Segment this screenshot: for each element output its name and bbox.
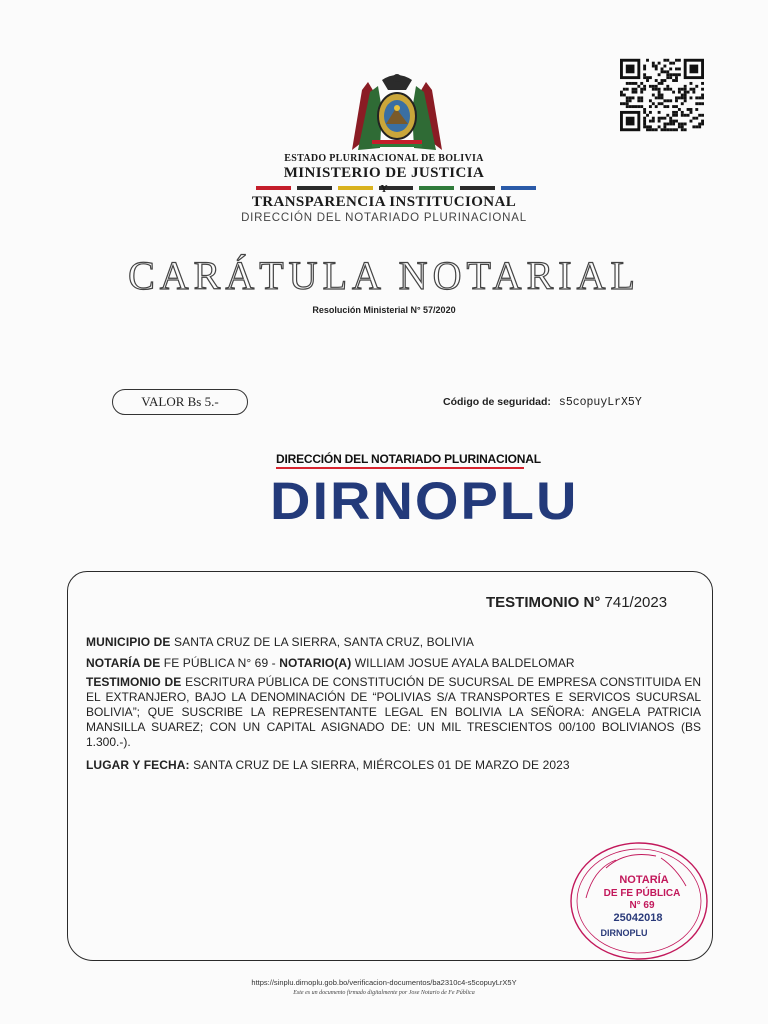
header-connector: Y <box>380 184 388 195</box>
verification-url[interactable]: https://sinplu.dirnoplu.gob.bo/verificacion-documentos/ba2310c4-s5copuyLrX5Y <box>251 978 517 987</box>
page-title: CARÁTULA NOTARIAL <box>128 253 640 298</box>
testimonio-number <box>486 594 667 611</box>
valor-badge: VALOR Bs 5.- <box>112 389 248 415</box>
testimonio-de-value: ESCRITURA PÚBLICA DE CONSTITUCIÓN DE SUCURSAL DE EMPRESA CONSTITUIDA EN EL EXTRANJERO, BAJO LA DENOMINACIÓN DE “POLIVIAS S/A TRANSPORTES E SERVICOS SUCURSAL BOLIVIA”; QUE SUSCRIBE LA REPRESENTANTE LEGAL EN BOLIVIA LA SEÑORA: ANGELA PATRICIA MANSILLA SUAREZ; CON UN CAPITAL ASIGNADO DE: UN MIL TRESCIENTOS 00/100 BOLIVIANOS (BS 1.300.-). <box>86 675 701 749</box>
stamp-line-4: 25042018 <box>613 912 663 924</box>
stamp-line-3: N° 69 <box>629 900 655 911</box>
stamp-line-1: NOTARÍA <box>619 874 669 886</box>
brand-subtitle: DIRECCIÓN DEL NOTARIADO PLURINACIONAL <box>276 452 541 466</box>
notario-value: WILLIAM JOSUE AYALA BALDELOMAR <box>354 656 575 670</box>
security-code-label: Código de seguridad: <box>443 396 551 408</box>
testimonio-number-value: 741/2023 <box>604 594 668 611</box>
transparencia-title: TRANSPARENCIA INSTITUCIONAL <box>251 194 517 210</box>
municipio-label: MUNICIPIO DE <box>86 635 171 649</box>
security-code <box>443 396 642 409</box>
stamp-line-2: DE FE PÚBLICA <box>603 888 681 899</box>
direccion-subtitle: DIRECCIÓN DEL NOTARIADO PLURINACIONAL <box>241 212 527 224</box>
qr-code-icon <box>620 58 704 132</box>
resolution-text: Resolución Ministerial N° 57/2020 <box>312 305 456 315</box>
notario-label: NOTARIO(A) <box>279 656 352 670</box>
municipio-value: SANTA CRUZ DE LA SIERRA, SANTA CRUZ, BOLIVIA <box>173 635 475 649</box>
notaria-label: NOTARÍA DE <box>86 656 161 670</box>
testimonio-paragraph <box>86 675 701 750</box>
testimonio-number-label: TESTIMONIO N° <box>486 594 601 611</box>
ministerio-title: MINISTERIO DE JUSTICIA <box>283 165 485 181</box>
stamp-line-5: DIRNOPLU <box>600 928 648 938</box>
notary-stamp <box>566 838 712 964</box>
notaria-value: FE PÚBLICA N° 69 - <box>163 656 276 670</box>
lugar-fecha-line <box>86 758 570 772</box>
notaria-line <box>86 656 575 670</box>
header-line-1: ESTADO PLURINACIONAL DE BOLIVIA <box>284 153 484 164</box>
footer-note: Este es un documento firmado digitalmente por Jose Notario de Fe Pública <box>293 990 475 996</box>
security-code-value: s5copuyLrX5Y <box>558 396 642 409</box>
bolivia-coat-of-arms-icon <box>338 70 456 154</box>
brand-logo: DIRNOPLU <box>270 470 579 531</box>
testimonio-de-label: TESTIMONIO DE <box>86 675 182 689</box>
lugar-fecha-value: SANTA CRUZ DE LA SIERRA, MIÉRCOLES 01 DE MARZO DE 2023 <box>193 758 570 772</box>
municipio-line <box>86 635 474 649</box>
lugar-fecha-label: LUGAR Y FECHA: <box>86 758 190 772</box>
